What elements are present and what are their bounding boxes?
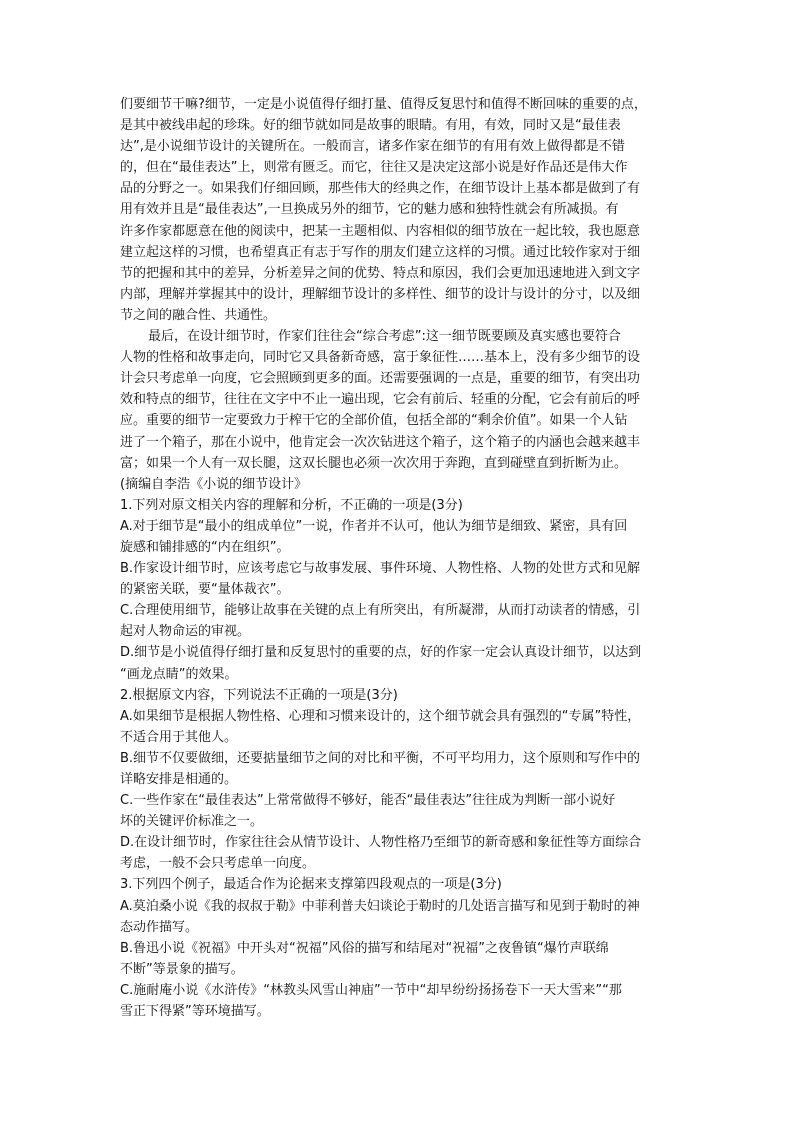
text-line: 达”,是小说细节设计的关键所在。一般而言，诸多作家在细节的有用有效上做得都是不错 (120, 139, 625, 155)
text-line: 富；如果一个人有一双长腿，这双长腿也必须一次次用于奔跑，直到碰壁直到折断为止。 (120, 455, 628, 471)
paragraph-start-line: 最后，在设计细节时，作家们往往会“综合考虑”:这一细节既要顾及真实感也要符合 (148, 329, 621, 345)
question-2-stem: 2.根据原文内容，下列说法不正确的一项是(3分) (120, 687, 398, 703)
text-line: 计会只考虑单一向度，它会照顾到更多的面。还需要强调的一点是，重要的细节，有突出功 (120, 371, 641, 387)
text-line: 节的把握和其中的差异，分析差异之间的优势、特点和原因，我们会更加迅速地进入到文字 (120, 265, 641, 281)
option-line: 不适合用于其他人。 (120, 729, 238, 745)
option-line: A.对于细节是“最小的组成单位”一说，作者并不认可，他认为细节是细致、紧密，具有回 (120, 518, 628, 534)
option-line: 详略安排是相通的。 (120, 772, 238, 787)
option-line: 旋感和铺排感的“内在组织”。 (120, 539, 290, 555)
text-line: 效和特点的细节，往往在文字中不止一遍出现，它会有前后、轻重的分配，它会有前后的呼 (120, 392, 641, 408)
text-line: 品的分野之一。如果我们仔细回顾，那些伟大的经典之作，在细节设计上基本都是做到了有 (120, 181, 641, 197)
text-line: 人物的性格和故事走向，同时它又具备新奇感，富于象征性……基本上，没有多少细节的设 (120, 350, 641, 366)
option-line: C.施耐庵小说《水浒传》“林教头风雪山神庙”一节中“却早纷纷扬扬卷下一天大雪来”“那 (120, 982, 622, 998)
text-line: 建立起这样的习惯，也希望真正有志于写作的朋友们建立这样的习惯。通过比较作家对于细 (120, 244, 641, 260)
option-line: D.在设计细节时，作家往往会从情节设计、人物性格乃至细节的新奇感和象征性等方面综合 (120, 835, 642, 851)
question-3-stem: 3.下列四个例子，最适合作为论据来支撑第四段观点的一项是(3分) (120, 877, 502, 893)
option-line: B.细节不仅要做细，还要掂量细节之间的对比和平衡，不可平均用力，这个原则和写作中的 (120, 750, 641, 766)
option-line: C.合理使用细节，能够让故事在关键的点上有所突出，有所凝滞，从而打动读者的情感，引 (120, 603, 641, 619)
document-page (120, 94, 676, 1022)
option-line: 的紧密关联，要“量体裁衣”。 (120, 582, 290, 598)
option-line: “画龙点睛”的效果。 (120, 666, 238, 682)
text-line: 节之间的融合性、共通性。 (120, 307, 277, 323)
text-line: 内部，理解并掌握其中的设计，理解细节设计的多样性、细节的设计与设计的分寸，以及细 (120, 286, 641, 302)
option-line: B.鲁迅小说《祝福》中开头对“祝福”风俗的描写和结尾对“祝福”之夜鲁镇“爆竹声联绵 (120, 940, 609, 956)
option-line: 坏的关键评价标准之一。 (120, 814, 264, 830)
text-line: 的，但在“最佳表达”上，则常有匮乏。而它，往往又是决定这部小说是好作品还是伟大作 (120, 160, 628, 176)
option-line: 雪正下得紧”等环境描写。 (120, 1004, 270, 1020)
option-line: A.如果细节是根据人物性格、心理和习惯来设计的，这个细节就会具有强烈的“专属”特性， (120, 708, 641, 724)
text-line: 进了一个箱子，那在小说中，他肯定会一次次钻进这个箱子，这个箱子的内涵也会越来越丰 (120, 434, 641, 450)
option-line: 态动作描写。 (120, 919, 199, 935)
text-line: 是其中被线串起的珍珠。好的细节就如同是故事的眼睛。有用，有效，同时又是“最佳表 (120, 118, 621, 134)
option-line: 起对人物命运的审视。 (120, 624, 251, 640)
option-line: A.莫泊桑小说《我的叔叔于勒》中菲利普夫妇谈论于勒时的几处语言描写和见到于勒时的神 (120, 898, 640, 914)
text-line: 应。重要的细节一定要致力于榨干它的全部价值，包括全部的“剩余价值”。如果一个人钻 (120, 413, 628, 429)
text-line: 用有效并且是“最佳表达”,一旦换成另外的细节，它的魅力感和独特性就会有所减损。有 (120, 202, 619, 218)
text-line: 许多作家都愿意在他的阅读中，把某一主题相似、内容相似的细节放在一起比较，我也愿意 (120, 223, 641, 239)
option-line: C.一些作家在“最佳表达”上常常做得不够好，能否“最佳表达”往往成为判断一部小说好 (120, 793, 616, 809)
option-line: 考虑，一般不会只考虑单一向度。 (120, 856, 316, 872)
question-1-stem: 1.下列对原文相关内容的理解和分析，不正确的一项是(3分) (120, 497, 463, 513)
option-line: 不断”等景象的描写。 (120, 961, 244, 977)
text-line: 们要细节干嘛?细节，一定是小说值得仔细打量、值得反复思忖和值得不断回味的重要的点， (120, 97, 647, 112)
option-line: B.作家设计细节时，应该考虑它与故事发展、事件环境、人物性格、人物的处世方式和见解 (120, 561, 641, 577)
option-line: D.细节是小说值得仔细打量和反复思忖的重要的点，好的作家一定会认真设计细节，以达到 (120, 645, 642, 661)
source-citation: (摘编自李浩《小说的细节设计》 (120, 476, 308, 492)
